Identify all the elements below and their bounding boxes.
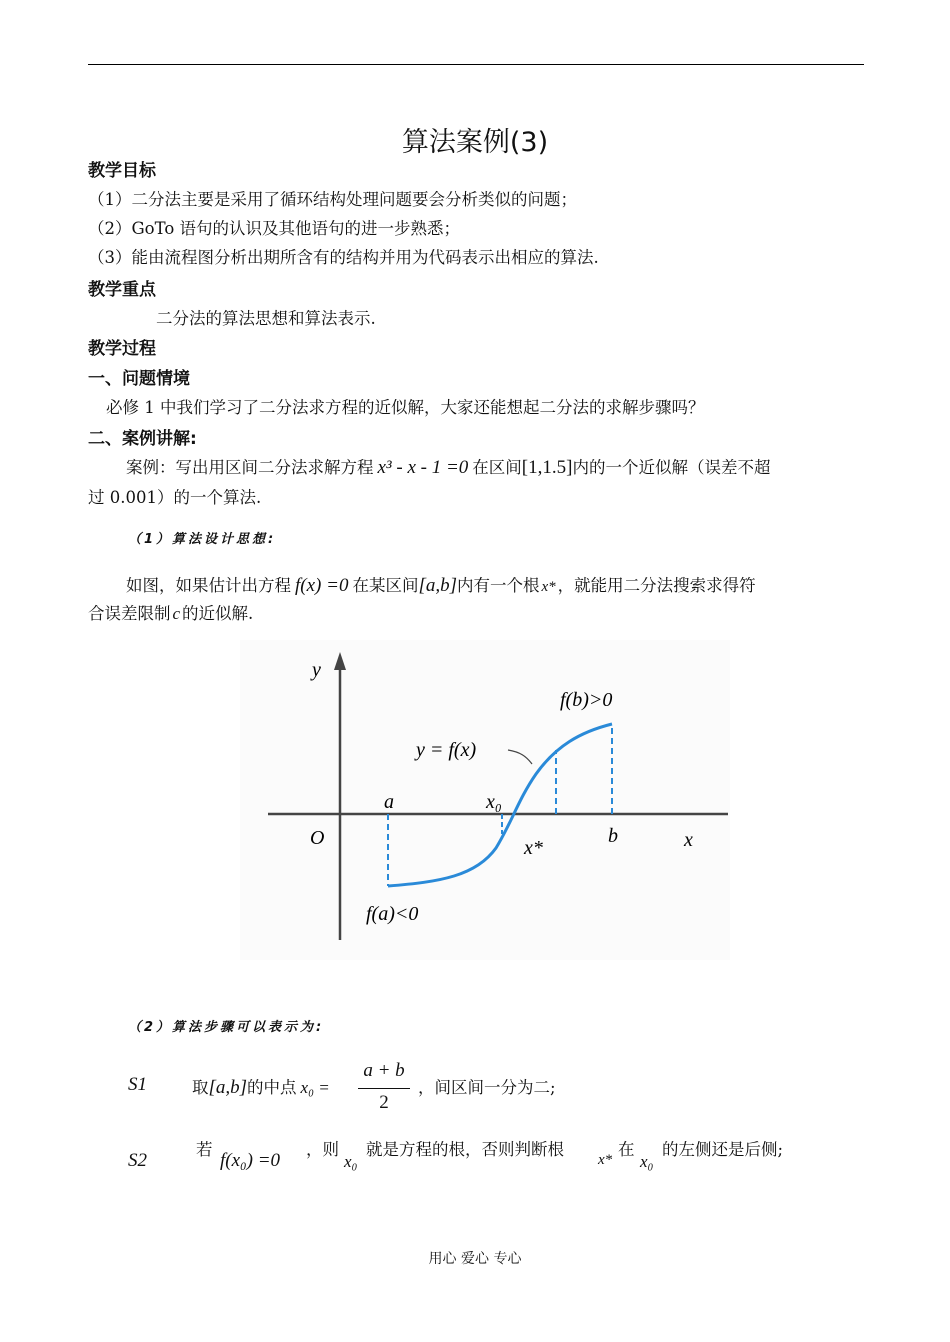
s1-fraction-bar: [358, 1088, 410, 1089]
x-axis-label: x: [684, 829, 693, 851]
goal-heading: 教学目标: [88, 161, 156, 181]
s2-text-4: 在: [618, 1140, 635, 1159]
step-s1-left: [192, 1074, 330, 1099]
design-text-5: 合误差限制: [88, 604, 171, 623]
example-text-2: 在区间: [472, 458, 522, 477]
design-c: c: [172, 604, 181, 623]
design-root: x*: [541, 579, 556, 595]
s1-text-3: ，间区间一分为二;: [418, 1078, 556, 1097]
design-text-6: 的近似解.: [182, 604, 254, 623]
process-heading: 教学过程: [88, 339, 156, 359]
s1-text-1: 取: [192, 1078, 209, 1097]
key-heading: 教学重点: [88, 280, 156, 300]
subheading-steps: （2）算法步骤可以表示为:: [128, 1020, 325, 1035]
s1-x0: x₀ =: [300, 1078, 330, 1097]
design-text-1: 如图，如果估计出方程: [126, 576, 291, 595]
design-line-1: [126, 572, 756, 597]
bisection-figure: [240, 640, 730, 960]
xstar-label: x*: [524, 837, 543, 859]
design-text-2: 在某区间: [352, 576, 419, 595]
s2-text-1: 若: [196, 1140, 213, 1159]
design-text-4: ，就能用二分法搜索求得符: [557, 576, 756, 595]
example-line-1: [126, 454, 770, 479]
y-axis-label: y: [312, 659, 321, 681]
s2-text-3: 就是方程的根，否则判断根: [366, 1140, 564, 1159]
goal-item-3: （3）能由流程图分析出期所含有的结构并用为代码表示出相应的算法.: [88, 248, 599, 267]
s2-root: x*: [598, 1152, 613, 1168]
example-interval: [1,1.5]: [521, 457, 573, 478]
s1-fraction-numerator: a + b: [363, 1060, 405, 1081]
fa-label: f(a)<0: [366, 903, 419, 925]
goal-item-1: （1）二分法主要是采用了循环结构处理问题要会分析类似的问题；: [88, 190, 577, 209]
design-text-3: 内有一个根: [456, 576, 540, 595]
example-text-1: 案例：写出用区间二分法求解方程: [126, 458, 374, 477]
x0-label: x₀: [486, 791, 502, 813]
s2-text-5: 的左侧还是后侧;: [662, 1140, 784, 1159]
design-interval: [a,b]: [418, 575, 457, 596]
part1-heading: 一、问题情境: [88, 369, 190, 389]
s2-text-2: ，则: [306, 1140, 339, 1159]
s2-x0-b: x₀: [640, 1152, 654, 1171]
design-equation: f(x) =0: [295, 575, 349, 596]
s1-fraction-denominator: 2: [379, 1092, 389, 1113]
b-label: b: [608, 825, 618, 847]
s1-text-2: 的中点: [247, 1078, 297, 1097]
key-text: 二分法的算法思想和算法表示.: [156, 309, 376, 328]
step-s2-label: S2: [128, 1150, 147, 1171]
fb-label: f(b)>0: [560, 689, 613, 711]
part2-heading: 二、案例讲解:: [88, 429, 197, 449]
s2-x0-a: x₀: [344, 1152, 358, 1171]
s2-condition: f(x₀) =0: [220, 1150, 281, 1171]
goal-item-2: （2）GoTo 语句的认识及其他语句的进一步熟悉；: [88, 219, 461, 238]
subheading-design: （1）算法设计思想:: [128, 532, 277, 547]
part1-text: 必修 1 中我们学习了二分法求方程的近似解，大家还能想起二分法的求解步骤吗？: [106, 398, 705, 417]
example-equation: x³ - x - 1 =0: [377, 457, 469, 478]
a-label: a: [384, 791, 394, 813]
example-text-3: 内的一个近似解（误差不超: [572, 458, 771, 477]
curve-label: y = f(x): [416, 739, 477, 761]
example-line-2: 过 0.001）的一个算法.: [88, 488, 262, 507]
page-footer: 用心 爱心 专心: [428, 1251, 522, 1267]
design-line-2: [88, 600, 253, 624]
s1-interval: [a,b]: [208, 1077, 248, 1098]
header-rule: [88, 64, 864, 65]
origin-label: O: [310, 827, 325, 849]
step-s1-label: S1: [128, 1074, 147, 1095]
page-title: 算法案例(3): [401, 127, 549, 158]
figure-background: [240, 640, 730, 960]
